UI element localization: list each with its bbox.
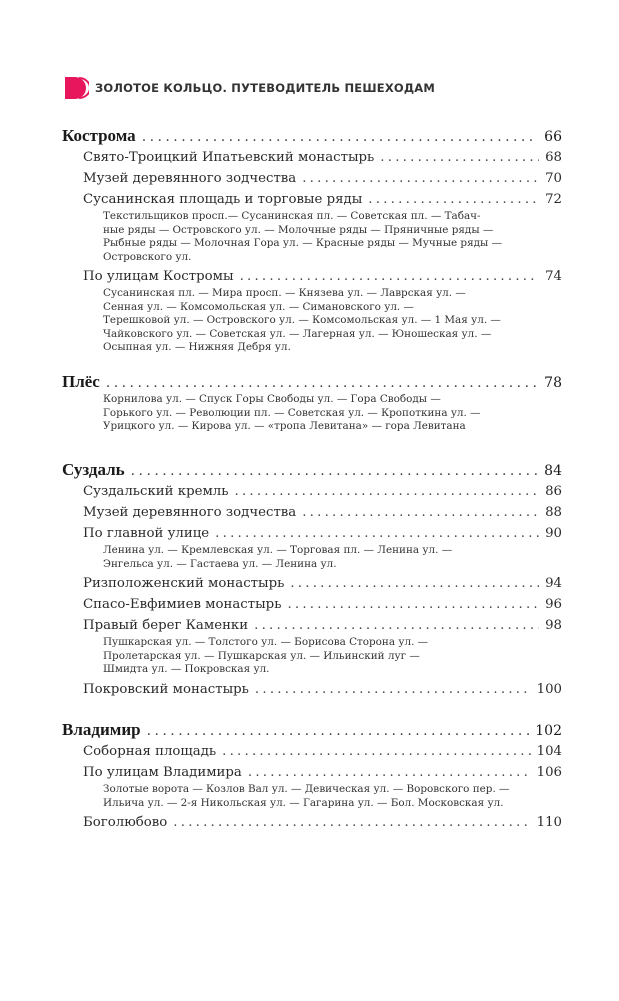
page-number: 74 — [545, 269, 562, 284]
street-list-line: Текстильщиков просп.— Сусанинская пл. — Советская пл. — Табач- — [103, 210, 481, 222]
toc-entry[interactable] — [83, 618, 562, 633]
toc-entry[interactable] — [83, 192, 562, 207]
street-list-line: Чайковского ул. — Советская ул. — Лагерная ул. — Юношеская ул. — — [103, 327, 492, 340]
street-list-line: Ильича ул. — 2-я Никольская ул. — Гагарина ул. — Бол. Московская ул. — [103, 796, 504, 809]
dot-leader — [248, 765, 531, 780]
dot-leader — [255, 682, 531, 697]
entry-title: Владимир — [62, 720, 141, 739]
toc-entry[interactable] — [83, 682, 562, 697]
dot-leader — [368, 192, 539, 207]
entry-title: По улицам Владимира — [83, 765, 242, 780]
section-heading[interactable] — [62, 372, 562, 392]
dot-leader — [173, 815, 530, 830]
logo-icon — [65, 77, 89, 99]
entry-title: По улицам Костромы — [83, 269, 234, 284]
dot-leader — [131, 463, 539, 479]
street-list-line: Корнилова ул. — Спуск Горы Свободы ул. — Гора Свободы — — [103, 393, 441, 405]
street-list-line: Урицкого ул. — Кирова ул. — «тропа Левитана» — гора Левитана — [103, 420, 466, 432]
dot-leader — [234, 484, 539, 499]
entry-title: Суздаль — [62, 460, 125, 479]
street-list-line: Энгельса ул. — Гастаева ул. — Ленина ул. — [103, 557, 337, 570]
street-list-line: Пушкарская ул. — Толстого ул. — Борисова Сторона ул. — — [103, 636, 429, 648]
entry-title: Правый берег Каменки — [83, 618, 249, 633]
street-list-line: Золотые ворота — Козлов Вал ул. — Девическая ул. — Воровского пер. — — [103, 783, 510, 795]
entry-title: Боголюбово — [83, 815, 168, 830]
entry-title: Ризположенский монастырь — [83, 576, 285, 591]
page-number: 78 — [544, 375, 562, 391]
toc-entry[interactable] — [83, 150, 562, 165]
dot-leader — [106, 375, 538, 391]
dot-leader — [290, 576, 539, 591]
street-list-line: ные ряды — Островского ул. — Молочные ряды — Пряничные ряды — — [103, 223, 494, 236]
page-number: 90 — [545, 526, 562, 541]
street-list-line: Сенная ул. — Комсомольская ул. — Симановского ул. — — [103, 300, 414, 313]
street-list-line: Шмидта ул. — Покровская ул. — [103, 663, 270, 675]
page-number: 86 — [545, 484, 562, 499]
page-number: 100 — [536, 681, 562, 697]
page-number: 70 — [545, 171, 562, 186]
entry-title: Музей деревянного зодчества — [83, 171, 297, 186]
toc-entry[interactable] — [83, 744, 562, 759]
entry-title: Спасо-Евфимиев монастырь — [83, 597, 282, 612]
entry-title: Музей деревянного зодчества — [83, 505, 297, 520]
entry-title: Покровский монастырь — [83, 681, 249, 697]
entry-title: Свято-Троицкий Ипатьевский монастырь — [83, 150, 375, 165]
page-number: 88 — [545, 505, 562, 520]
toc-entry[interactable] — [83, 526, 562, 541]
dot-leader — [302, 505, 539, 520]
entry-title: Сусанинская площадь и торговые ряды — [83, 192, 363, 207]
toc-entry[interactable] — [83, 171, 562, 186]
running-header: ЗОЛОТОЕ КОЛЬЦО. ПУТЕВОДИТЕЛЬ ПЕШЕХОДАМ — [95, 81, 436, 95]
toc-entry[interactable] — [83, 597, 562, 612]
toc-entry[interactable] — [83, 765, 562, 780]
dot-leader — [215, 526, 539, 541]
dot-leader — [222, 744, 530, 759]
page-number: 94 — [545, 576, 562, 591]
page-number: 66 — [544, 129, 562, 145]
page-number: 104 — [536, 744, 562, 759]
dot-leader — [147, 723, 530, 739]
dot-leader — [254, 618, 539, 633]
toc-entry[interactable] — [83, 269, 562, 284]
page-number: 110 — [536, 815, 562, 830]
street-list-line: Рыбные ряды — Молочная Гора ул. — Красные ряды — Мучные ряды — — [103, 237, 502, 249]
page-number: 96 — [545, 597, 562, 612]
section-heading[interactable] — [62, 460, 562, 480]
entry-title: Плёс — [62, 372, 100, 391]
street-list-line: Терешковой ул. — Островского ул. — Комсомольская ул. — 1 Мая ул. — — [103, 314, 501, 326]
page-number: 102 — [535, 723, 562, 739]
street-list-line: Островского ул. — [103, 250, 192, 263]
entry-title: Кострома — [62, 126, 136, 145]
toc-entry[interactable] — [83, 484, 562, 499]
page-number: 98 — [545, 618, 562, 633]
street-list-line: Пролетарская ул. — Пушкарская ул. — Ильинский луг — — [103, 649, 420, 662]
page-number: 84 — [544, 463, 562, 479]
street-list-line: Сусанинская пл. — Мира просп. — Князева ул. — Лаврская ул. — — [103, 287, 466, 299]
street-list-line: Осыпная ул. — Нижняя Дебря ул. — [103, 341, 291, 353]
dot-leader — [142, 129, 538, 145]
toc-entry[interactable] — [83, 576, 562, 591]
entry-title: По главной улице — [83, 526, 210, 541]
dot-leader — [380, 150, 539, 165]
toc-entry[interactable] — [83, 815, 562, 830]
toc-entry[interactable] — [83, 505, 562, 520]
page-number: 68 — [545, 150, 562, 165]
dot-leader — [240, 269, 540, 284]
dot-leader — [287, 597, 539, 612]
section-heading[interactable] — [62, 126, 562, 146]
page-number: 106 — [536, 765, 562, 780]
street-list-line: Горького ул. — Революции пл. — Советская ул. — Кропоткина ул. — — [103, 406, 481, 419]
street-list-line: Ленина ул. — Кремлевская ул. — Торговая пл. — Ленина ул. — — [103, 544, 453, 556]
section-heading[interactable] — [62, 720, 562, 740]
entry-title: Суздальский кремль — [83, 484, 229, 499]
page-number: 72 — [545, 192, 562, 207]
entry-title: Соборная площадь — [83, 744, 217, 759]
dot-leader — [302, 171, 539, 186]
